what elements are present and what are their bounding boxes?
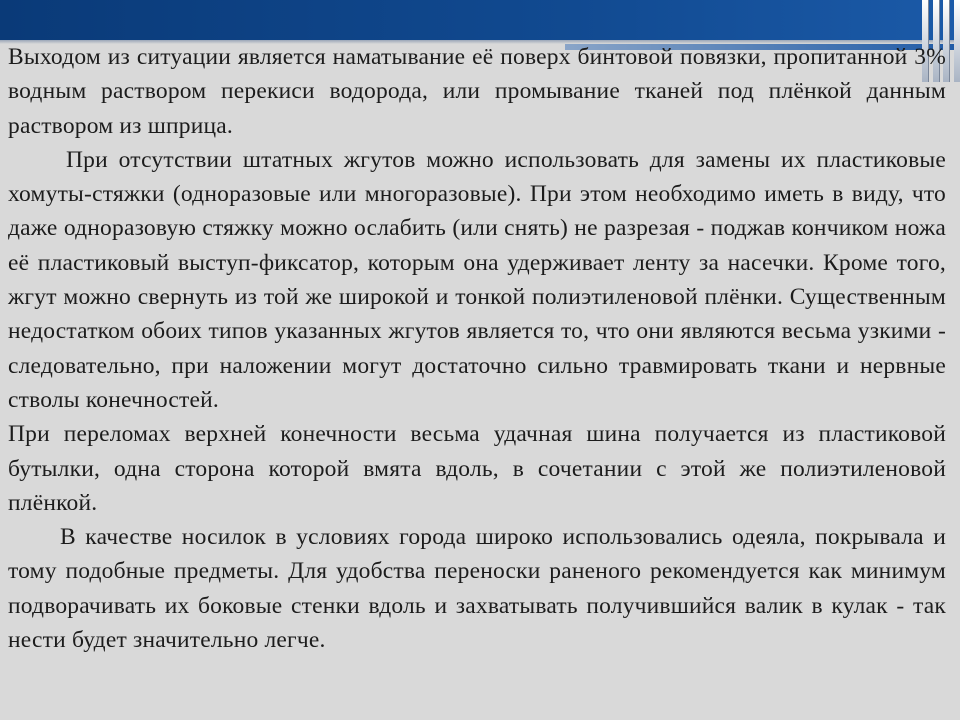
paragraph-3: При переломах верхней конечности весьма удачная шина получается из пластиковой бутылки, одна сторона которой вмята вдоль, в сочетании с этой же полиэтиленовой плёнкой. <box>8 421 946 516</box>
stripe <box>954 0 960 82</box>
paragraph-1: Выходом из ситуации является наматывание её поверх бинтовой повязки, пропитанной 3% водным раствором перекиси водорода, или промывание тканей под плёнкой данным раствором из шприца. <box>8 44 946 139</box>
paragraph-2: При отсутствии штатных жгутов можно использовать для замены их пластиковые хомуты-стяжки (одноразовые или многоразовые). При этом необходимо иметь в виду, что даже одноразовую стяжку можно ослабить (или снять) не разрезая - поджав кончиком ножа её пластиковый выступ-фиксатор, которым она удерживает ленту за насечки. Кроме того, жгут можно свернуть из той же широкой и тонкой полиэтиленовой плёнки. Существенным недостатком обоих типов указанных жгутов является то, что они являются весьма узкими - следовательно, при наложении могут достаточно сильно травмировать ткани и нервные стволы конечностей. <box>8 146 946 413</box>
header-bar <box>0 0 960 40</box>
paragraph-4: В качестве носилок в условиях города широко использовались одеяла, покрывала и тому подобные предметы. Для удобства переноски раненого рекомендуется как минимум подворачивать их боковые стенки вдоль и захватывать получившийся валик в кулак - так нести будет значительно легче. <box>8 524 946 654</box>
slide-body <box>8 40 946 657</box>
